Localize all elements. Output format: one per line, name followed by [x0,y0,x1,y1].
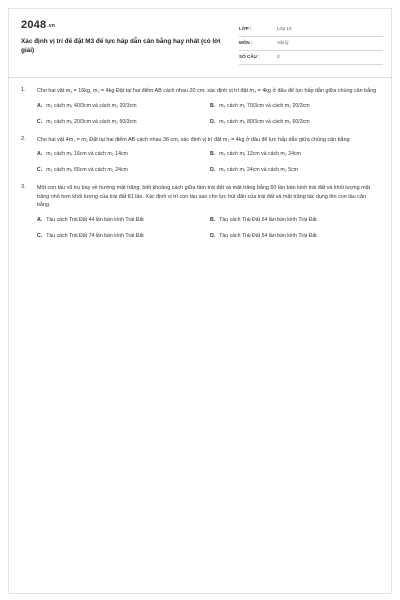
meta-label: MÔN : [239,40,253,45]
meta-row-count [239,51,383,65]
option-letter: C. [37,232,43,239]
option-letter: D. [210,167,216,174]
question-number: 1. [21,87,26,93]
question-text: Cho hai vật m₁ = 16kg, m₂ = 4kg Đặt tại hai điểm AB cách nhau 20 cm, xác định vị trí đặt m₃ = 4kg ở đâu để lực hấp dẫn giữa chúng cân bằng [37,88,377,94]
option-a[interactable] [37,102,210,110]
option-d[interactable] [210,232,383,240]
option-c[interactable] [37,118,210,126]
option-letter: D. [210,118,216,125]
option-text: Tàu cách Trái Đất 54 lần bán kính Trái Đất [219,232,317,239]
option-letter: A. [37,216,43,223]
question-list [21,87,383,250]
meta-row-subject [239,37,383,51]
meta-label: SỐ CÂU : [239,54,260,59]
document-page [8,8,392,594]
option-text: m₃ cách m₁ 65cm và cách m₂ 24cm [46,167,128,174]
question-text: Cho hai vật 4m₁ = m₂ Đặt tại hai điểm AB cách nhau 36 cm, xác định vị trí đặt m₃ = 4kg ở đâu để lực hấp dẫn giữa chúng cân bằng [37,136,350,143]
meta-value: Lớp 10 [277,26,292,31]
question-number: 3. [21,184,26,191]
question-3 [21,184,383,240]
option-text: Tàu cách Trái Đất 64 lần bán kính Trái Đất [219,216,317,223]
option-d[interactable] [210,166,383,174]
option-letter: B. [210,151,216,158]
option-letter: A. [37,102,43,109]
header-divider [9,77,391,78]
option-letter: C. [37,118,43,125]
answer-options [37,102,383,126]
question-2 [21,136,383,175]
option-text: m₃ cách m₁ 70/3cm và cách m₂ 20/3cm [219,102,310,109]
document-header [21,19,383,73]
meta-value: 3 [277,54,280,59]
option-text: m₃ cách m₁ 24cm và cách m₂ 5cm [219,167,298,174]
option-text: m₃ cách m₁ 20/3cm và cách m₂ 50/3cm [46,118,137,125]
option-b[interactable] [210,150,383,158]
answer-options [37,150,383,174]
option-text: Tàu cách Trái Đất 44 lần bán kính Trái Đất [46,216,144,223]
logo-main: 2048 [21,19,47,31]
answer-options [37,216,383,240]
meta-label: LỚP : [239,26,252,31]
meta-value: Vật lý [277,40,289,45]
option-letter: C. [37,167,43,174]
option-a[interactable] [37,150,210,158]
option-text: m₃ cách m₁ 80/3cm và cách m₂ 60/3cm [219,118,310,125]
option-b[interactable] [210,102,383,110]
logo-sub: .vn [47,23,56,29]
option-letter: B. [210,102,216,109]
meta-info [239,23,383,65]
option-text: Tàu cách Trái Đất 74 lần bán kính Trái Đất [46,232,144,239]
option-letter: D. [210,232,216,239]
option-letter: A. [37,151,43,158]
option-text: m₃ cách m₁ 40/3cm và cách m₂ 20/3cm [46,102,137,109]
document-title: Xác định vị trí để đặt M3 để lực hấp dẫn cân bằng hay nhất (có lời giải) [21,38,221,54]
option-d[interactable] [210,118,383,126]
question-1 [21,87,383,126]
option-text: m₃ cách m₁ 16cm và cách m₂ 14cm [46,151,128,158]
option-c[interactable] [37,166,210,174]
question-text: Một con tàu vũ trụ bay về hướng mặt trăng, biết khoảng cách giữa tâm trái đất và mặt trăng bằng 60 lần bán kính trái đất và khối lượng mặt trăng nhỏ hơn khối lượng của trái đất 81 lần. Xác định vị trí con tàu sao cho lực hút đẩn của trái đất và mặt trăng tác dụng lên con tàu cân bằng [37,185,371,209]
option-text: m₃ cách m₁ 12cm và cách m₂ 24cm [219,151,301,158]
meta-row-class [239,23,383,37]
option-b[interactable] [210,216,383,224]
site-logo[interactable] [21,19,55,31]
question-number: 2. [21,135,26,142]
option-c[interactable] [37,232,210,240]
option-a[interactable] [37,216,210,224]
option-letter: B. [210,216,216,223]
